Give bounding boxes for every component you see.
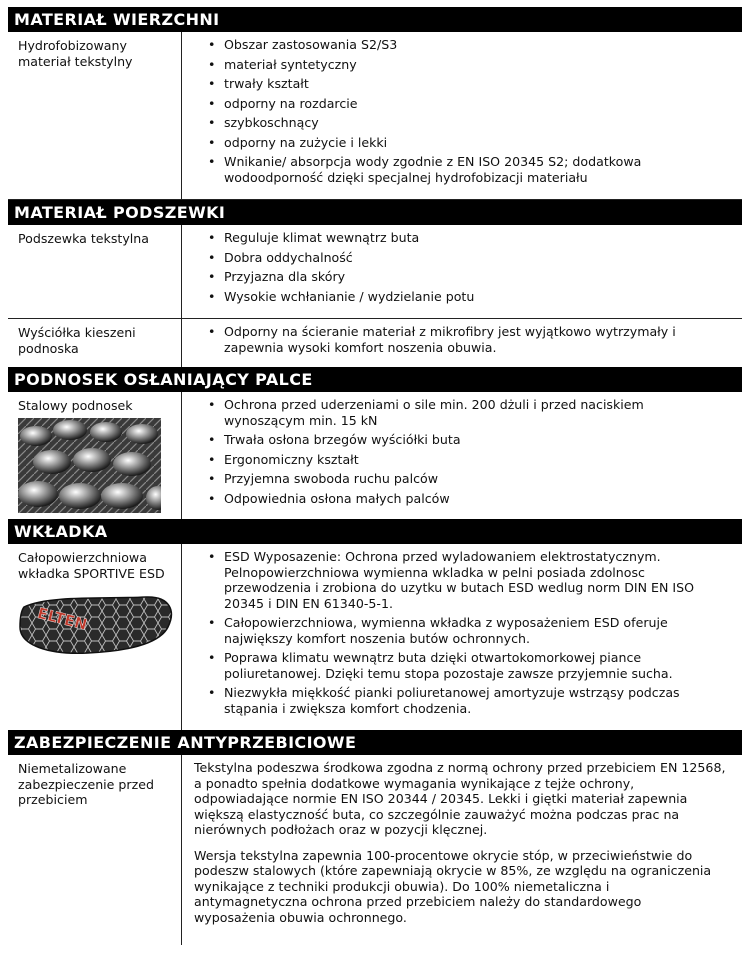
paragraph: Wersja tekstylna zapewnia 100-procentowe okrycie stóp, w przeciwieństwie do podeszw stalowych (które zapewniają okrycie w 85%, ze względu na ograniczenia wynikające z techniki produkcji obuwia). Do 100% niemetaliczna i antymagnetyczna ochrona przed przebiciem należy do standardowego wyposażenia obuwia ochronnego. <box>194 847 712 925</box>
row-content <box>182 755 742 945</box>
spec-row <box>8 544 742 730</box>
list-item: • odporny na rozdarcie <box>224 96 728 112</box>
bullet-list <box>182 397 728 506</box>
list-item: • Ergonomiczny kształt <box>224 452 728 468</box>
list-item: • trwały kształt <box>224 76 728 92</box>
list-item: • Dobra oddychalność <box>224 250 728 266</box>
list-item: • Niezwykła miękkość pianki poliuretanowej amortyzuje wstrząsy podczas stąpania i zwiększa komfort chodzenia. <box>224 685 728 716</box>
section-header-insole: WKŁADKA <box>8 519 742 544</box>
list-item: • Przyjemna swoboda ruchu palców <box>224 471 728 487</box>
section-header-upper-material: MATERIAŁ WIERZCHNI <box>8 7 742 32</box>
spec-row <box>8 32 742 200</box>
row-content <box>182 544 742 730</box>
row-label <box>8 392 182 519</box>
row-label <box>8 544 182 730</box>
list-item: • Trwała osłona brzegów wyściółki buta <box>224 432 728 448</box>
row-content <box>182 32 742 199</box>
row-label: Wyściółka kieszeni podnoska <box>8 319 182 367</box>
list-item: • Wysokie wchłanianie / wydzielanie potu <box>224 289 728 305</box>
list-item: • Całopowierzchniowa, wymienna wkładka z wyposażeniem ESD oferuje największy komfort noszenia butów ochronnych. <box>224 615 728 646</box>
list-item: • Reguluje klimat wewnątrz buta <box>224 230 728 246</box>
row-content <box>182 319 742 367</box>
row-label: Niemetalizowane zabezpieczenie przed przebiciem <box>8 755 182 945</box>
row-label-text: Stalowy podnosek <box>18 398 133 413</box>
row-content <box>182 392 742 519</box>
bullet-list <box>182 549 728 716</box>
bullet-list <box>182 37 728 185</box>
row-label: Podszewka tekstylna <box>8 225 182 318</box>
list-item: • Odporny na ścieranie materiał z mikrofibry jest wyjątkowo wytrzymały i zapewnia wysoki komfort noszenia obuwia. <box>224 324 728 355</box>
list-item: • materiał syntetyczny <box>224 57 728 73</box>
insole-image <box>18 593 176 655</box>
row-label-text: Całopowierzchniowa wkładka SPORTIVE ESD <box>18 550 165 581</box>
list-item: • Odpowiednia osłona małych palców <box>224 491 728 507</box>
spec-row <box>8 225 742 319</box>
list-item: • Ochrona przed uderzeniami o sile min. 200 dżuli i przed naciskiem wynoszącym min. 15 kN <box>224 397 728 428</box>
section-header-toe-cap: PODNOSEK OSŁANIAJĄCY PALCE <box>8 367 742 392</box>
list-item: • Obszar zastosowania S2/S3 <box>224 37 728 53</box>
spec-row <box>8 392 742 519</box>
list-item: • Przyjazna dla skóry <box>224 269 728 285</box>
list-item: • ESD Wyposazenie: Ochrona przed wyladowaniem elektrostatycznym. Pelnopowierzchniowa wymienna wkladka w pelni posiada zdolnosc przewodzenia i zrobiona do uzytku w butach ESD wedlug norm DIN EN ISO 20345 i DIN EN 61340-5-1. <box>224 549 728 611</box>
section-header-puncture-protection: ZABEZPIECZENIE ANTYPRZEBICIOWE <box>8 730 742 755</box>
list-item: • odporny na zużycie i lekki <box>224 135 728 151</box>
list-item: • Wnikanie/ absorpcja wody zgodnie z EN ISO 20345 S2; dodatkowa wodoodporność dzięki specjalnej hydrofobizacji materiału <box>224 154 728 185</box>
list-item: • szybkoschnący <box>224 115 728 131</box>
row-label: Hydrofobizowany materiał tekstylny <box>8 32 182 199</box>
bullet-list <box>182 230 728 304</box>
spec-row <box>8 319 742 367</box>
bullet-list <box>182 324 728 355</box>
insole-logo-text: ELTEN <box>35 604 89 634</box>
spec-sheet <box>8 7 742 945</box>
paragraph: Tekstylna podeszwa środkowa zgodna z normą ochrony przed przebiciem EN 12568, a ponadto spełnia dodatkowe wymagania wynikające z tejże ochrony, odpowiadające normie EN ISO 20344 / 20345. Lekki i giętki materiał zapewnia większą elastyczność buta, co szczególnie zauważyć można podczas prac na nierównych podłożach oraz w pozycji klęcznej. <box>194 760 726 837</box>
row-content <box>182 225 742 318</box>
list-item: • Poprawa klimatu wewnątrz buta dzięki otwartokomorkowej piance poliuretanowej. Dzięki temu stopa pozostaje zawsze przyjemnie sucha. <box>224 650 728 681</box>
steel-toe-cap-image <box>18 418 161 513</box>
spec-row <box>8 755 742 945</box>
section-header-lining: MATERIAŁ PODSZEWKI <box>8 200 742 225</box>
